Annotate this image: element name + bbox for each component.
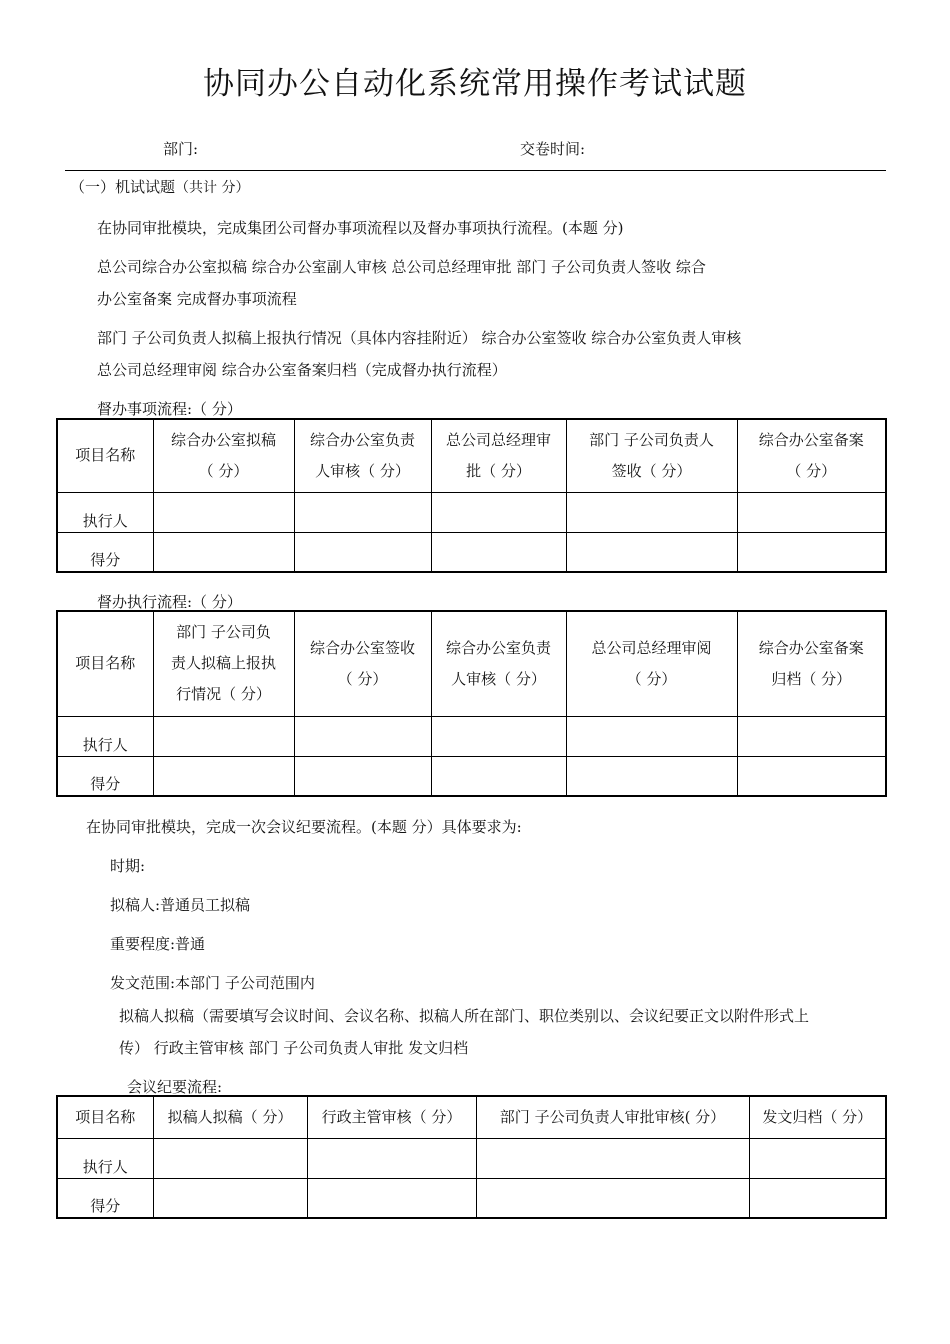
- table-cell[interactable]: [749, 1178, 886, 1218]
- table-cell[interactable]: [307, 1178, 476, 1218]
- meeting-minutes-table: [56, 1095, 887, 1219]
- task2-flow-line1: 拟稿人拟稿（需要填写会议时间、会议名称、拟稿人所在部门、职位类别以、会议纪要正文以附件形式上: [119, 1007, 810, 1025]
- task1-intro: 在协同审批模块，完成集团公司督办事项流程以及督办事项执行流程。(本题 分): [97, 219, 624, 237]
- column-header: 综合办公室负责 人审核（ 分）: [294, 419, 431, 492]
- table-row: [57, 1138, 886, 1178]
- section-heading-note: （共计 分）: [175, 180, 250, 196]
- table1-caption: 督办事项流程:（ 分）: [97, 400, 242, 418]
- task2-item: 拟稿人:普通员工拟稿: [110, 896, 251, 914]
- column-header: 综合办公室负责 人审核（ 分）: [431, 611, 566, 716]
- row-label: 得分: [57, 532, 153, 572]
- column-header: 发文归档（ 分）: [749, 1096, 886, 1138]
- table-row: [57, 419, 886, 492]
- table-cell[interactable]: [566, 492, 737, 532]
- table-row: [57, 611, 886, 716]
- table-cell[interactable]: [566, 716, 737, 756]
- column-header: 综合办公室签收 （ 分）: [294, 611, 431, 716]
- table-cell[interactable]: [737, 532, 886, 572]
- row-label: 项目名称: [57, 419, 153, 492]
- submit-time-label: 交卷时间:: [520, 140, 586, 158]
- table-cell[interactable]: [294, 492, 431, 532]
- table-cell[interactable]: [294, 716, 431, 756]
- column-header: 总公司总经理审阅 （ 分）: [566, 611, 737, 716]
- table-cell[interactable]: [153, 492, 294, 532]
- table-cell[interactable]: [566, 532, 737, 572]
- table2-caption: 督办执行流程:（ 分）: [97, 593, 242, 611]
- column-header: 部门 子公司负责人 签收（ 分）: [566, 419, 737, 492]
- row-label: 执行人: [57, 716, 153, 756]
- column-header: 部门 子公司负责人审批审核( 分）: [476, 1096, 749, 1138]
- column-header: 行政主管审核（ 分）: [307, 1096, 476, 1138]
- table-cell[interactable]: [431, 716, 566, 756]
- table-cell[interactable]: [153, 532, 294, 572]
- table-row: [57, 716, 886, 756]
- column-header: 拟稿人拟稿（ 分）: [153, 1096, 307, 1138]
- table-cell[interactable]: [566, 756, 737, 796]
- row-label: 项目名称: [57, 611, 153, 716]
- task2-intro: 在协同审批模块，完成一次会议纪要流程。(本题 分）具体要求为:: [86, 818, 522, 836]
- section-heading: [70, 176, 249, 197]
- table-cell[interactable]: [737, 492, 886, 532]
- column-header: 综合办公室备案 （ 分）: [737, 419, 886, 492]
- task1-flow2-line2: 总公司总经理审阅 综合办公室备案归档（完成督办执行流程）: [97, 361, 507, 379]
- table-cell[interactable]: [153, 756, 294, 796]
- table-cell[interactable]: [749, 1138, 886, 1178]
- task1-flow2-line1: 部门 子公司负责人拟稿上报执行情况（具体内容挂附近） 综合办公室签收 综合办公室负责人审核: [97, 329, 742, 347]
- task1-flow1-line2: 办公室备案 完成督办事项流程: [97, 290, 297, 308]
- table-cell[interactable]: [153, 1138, 307, 1178]
- table-row: [57, 756, 886, 796]
- task2-flow-line2: 传） 行政主管审核 部门 子公司负责人审批 发文归档: [119, 1039, 469, 1057]
- table-cell[interactable]: [737, 756, 886, 796]
- header-divider: [65, 170, 886, 171]
- table-cell[interactable]: [153, 716, 294, 756]
- table-row: [57, 1178, 886, 1218]
- task1-flow1-line1: 总公司综合办公室拟稿 综合办公室副人审核 总公司总经理审批 部门 子公司负责人签收 综合: [97, 258, 706, 276]
- table-row: [57, 532, 886, 572]
- table-cell[interactable]: [476, 1138, 749, 1178]
- row-label: 执行人: [57, 492, 153, 532]
- column-header: 综合办公室拟稿 （ 分）: [153, 419, 294, 492]
- column-header: 总公司总经理审 批（ 分）: [431, 419, 566, 492]
- row-label: 得分: [57, 1178, 153, 1218]
- section-heading-text: （一）机试试题: [70, 178, 176, 196]
- execution-flow-table: [56, 610, 887, 797]
- row-label: 得分: [57, 756, 153, 796]
- task2-item: 时期:: [110, 857, 146, 875]
- page-title: 协同办公自动化系统常用操作考试试题: [203, 66, 747, 102]
- table-row: [57, 492, 886, 532]
- column-header: 综合办公室备案 归档（ 分）: [737, 611, 886, 716]
- table-cell[interactable]: [431, 492, 566, 532]
- table-row: [57, 1096, 886, 1138]
- table-cell[interactable]: [431, 756, 566, 796]
- row-label: 项目名称: [57, 1096, 153, 1138]
- dept-label: 部门:: [163, 140, 199, 158]
- table-cell[interactable]: [294, 756, 431, 796]
- table3-caption: 会议纪要流程:: [127, 1078, 223, 1096]
- table-cell[interactable]: [737, 716, 886, 756]
- table-cell[interactable]: [431, 532, 566, 572]
- task2-item: 发文范围:本部门 子公司范围内: [110, 974, 315, 992]
- table-cell[interactable]: [294, 532, 431, 572]
- row-label: 执行人: [57, 1138, 153, 1178]
- table-cell[interactable]: [153, 1178, 307, 1218]
- table-cell[interactable]: [307, 1138, 476, 1178]
- table-cell[interactable]: [476, 1178, 749, 1218]
- task2-item: 重要程度:普通: [110, 935, 206, 953]
- supervision-flow-table: [56, 418, 887, 573]
- column-header: 部门 子公司负 责人拟稿上报执 行情况（ 分）: [153, 611, 294, 716]
